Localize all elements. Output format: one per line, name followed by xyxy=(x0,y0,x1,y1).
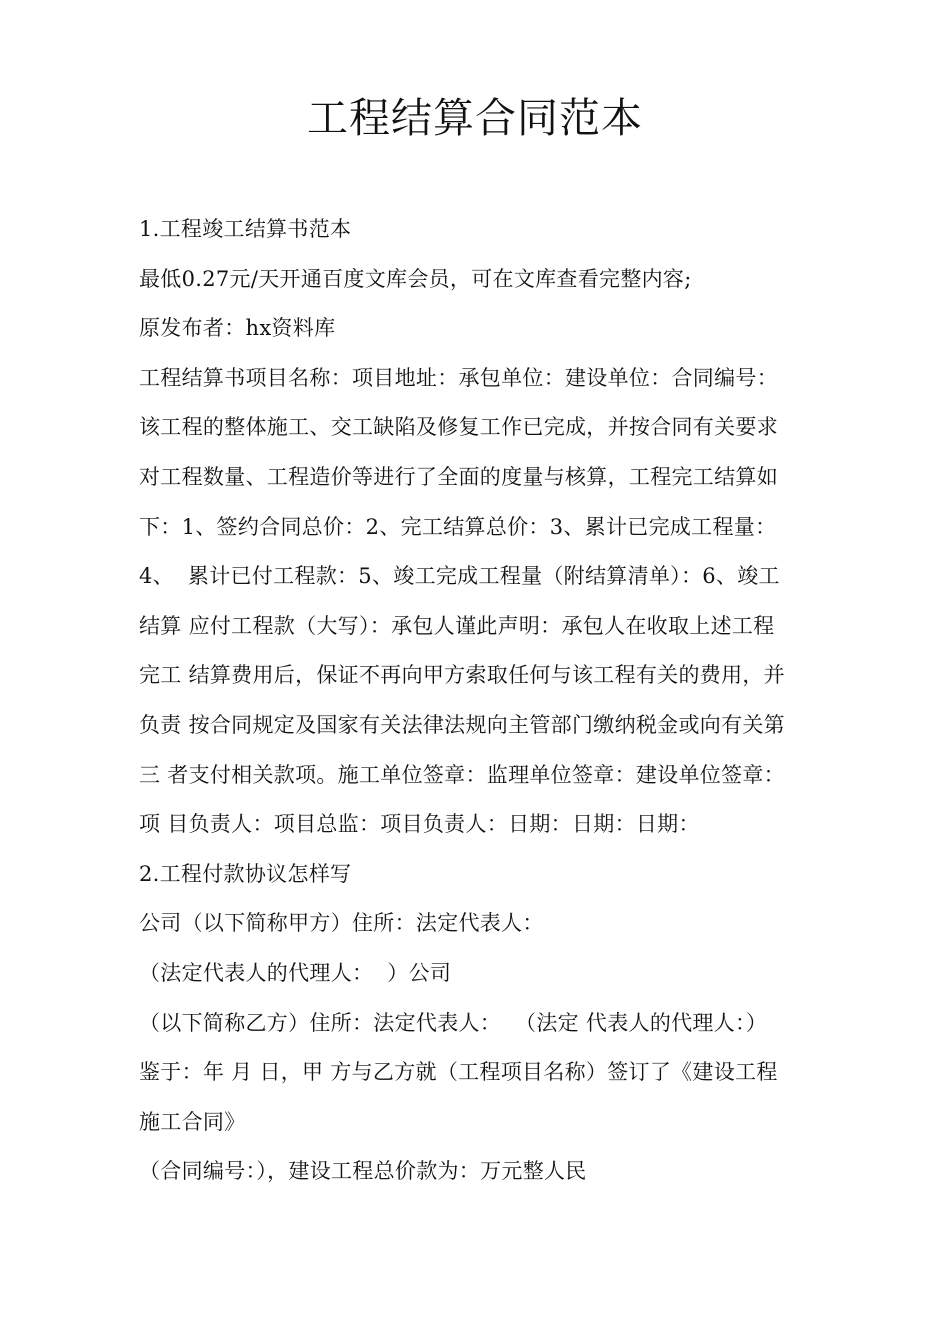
paragraph-line: 工程结算书项目名称：项目地址：承包单位：建设单位：合同编号： xyxy=(139,365,778,390)
paragraph-line: 鉴于：年 月 日，甲 方与乙方就（工程项目名称）签订了《建设工程 xyxy=(139,1060,778,1085)
paragraph-line: （以下简称乙方）住所：法定代表人： （法定 代表人的代理人：） xyxy=(139,1010,768,1035)
paragraph-line: 对工程数量、工程造价等进行了全面的度量与核算，工程完工结算如 xyxy=(139,464,778,489)
paragraph-line: （法定代表人的代理人： ）公司 xyxy=(139,960,452,985)
paragraph-line: 三 者支付相关款项。施工单位签章：监理单位签章：建设单位签章： xyxy=(139,762,785,787)
paragraph-line: 施工合同》 xyxy=(139,1109,246,1134)
paragraph-line: 公司（以下简称甲方）住所：法定代表人： xyxy=(139,911,544,936)
paragraph-line: （合同编号：），建设工程总价款为：万元整人民 xyxy=(139,1159,587,1184)
paragraph-line: 项 目负责人：项目总监：项目负责人：日期：日期：日期： xyxy=(139,812,700,837)
section-heading-1: 1.工程竣工结算书范本 xyxy=(139,217,352,241)
paragraph-line: 结算 应付工程款（大写）：承包人谨此声明：承包人在收取上述工程 xyxy=(139,613,775,638)
publisher-line: 原发布者：hx资料库 xyxy=(139,316,336,341)
paragraph-line: 负责 按合同规定及国家有关法律法规向主管部门缴纳税金或向有关第 xyxy=(139,712,785,737)
membership-notice: 最低0.27元/天开通百度文库会员，可在文库查看完整内容; xyxy=(139,266,692,291)
paragraph-line: 4、 累计已付工程款：5、竣工完成工程量（附结算清单）：6、竣工 xyxy=(139,564,780,589)
paragraph-line: 该工程的整体施工、交工缺陷及修复工作已完成，并按合同有关要求 xyxy=(139,415,778,440)
document-title: 工程结算合同范本 xyxy=(307,94,643,142)
paragraph-line: 下：1、签约合同总价：2、完工结算总价：3、累计已完成工程量： xyxy=(139,514,777,539)
document-body xyxy=(139,205,839,1197)
section-heading-2: 2.工程付款协议怎样写 xyxy=(139,861,352,886)
paragraph-line: 完工 结算费用后，保证不再向甲方索取任何与该工程有关的费用，并 xyxy=(139,663,785,688)
